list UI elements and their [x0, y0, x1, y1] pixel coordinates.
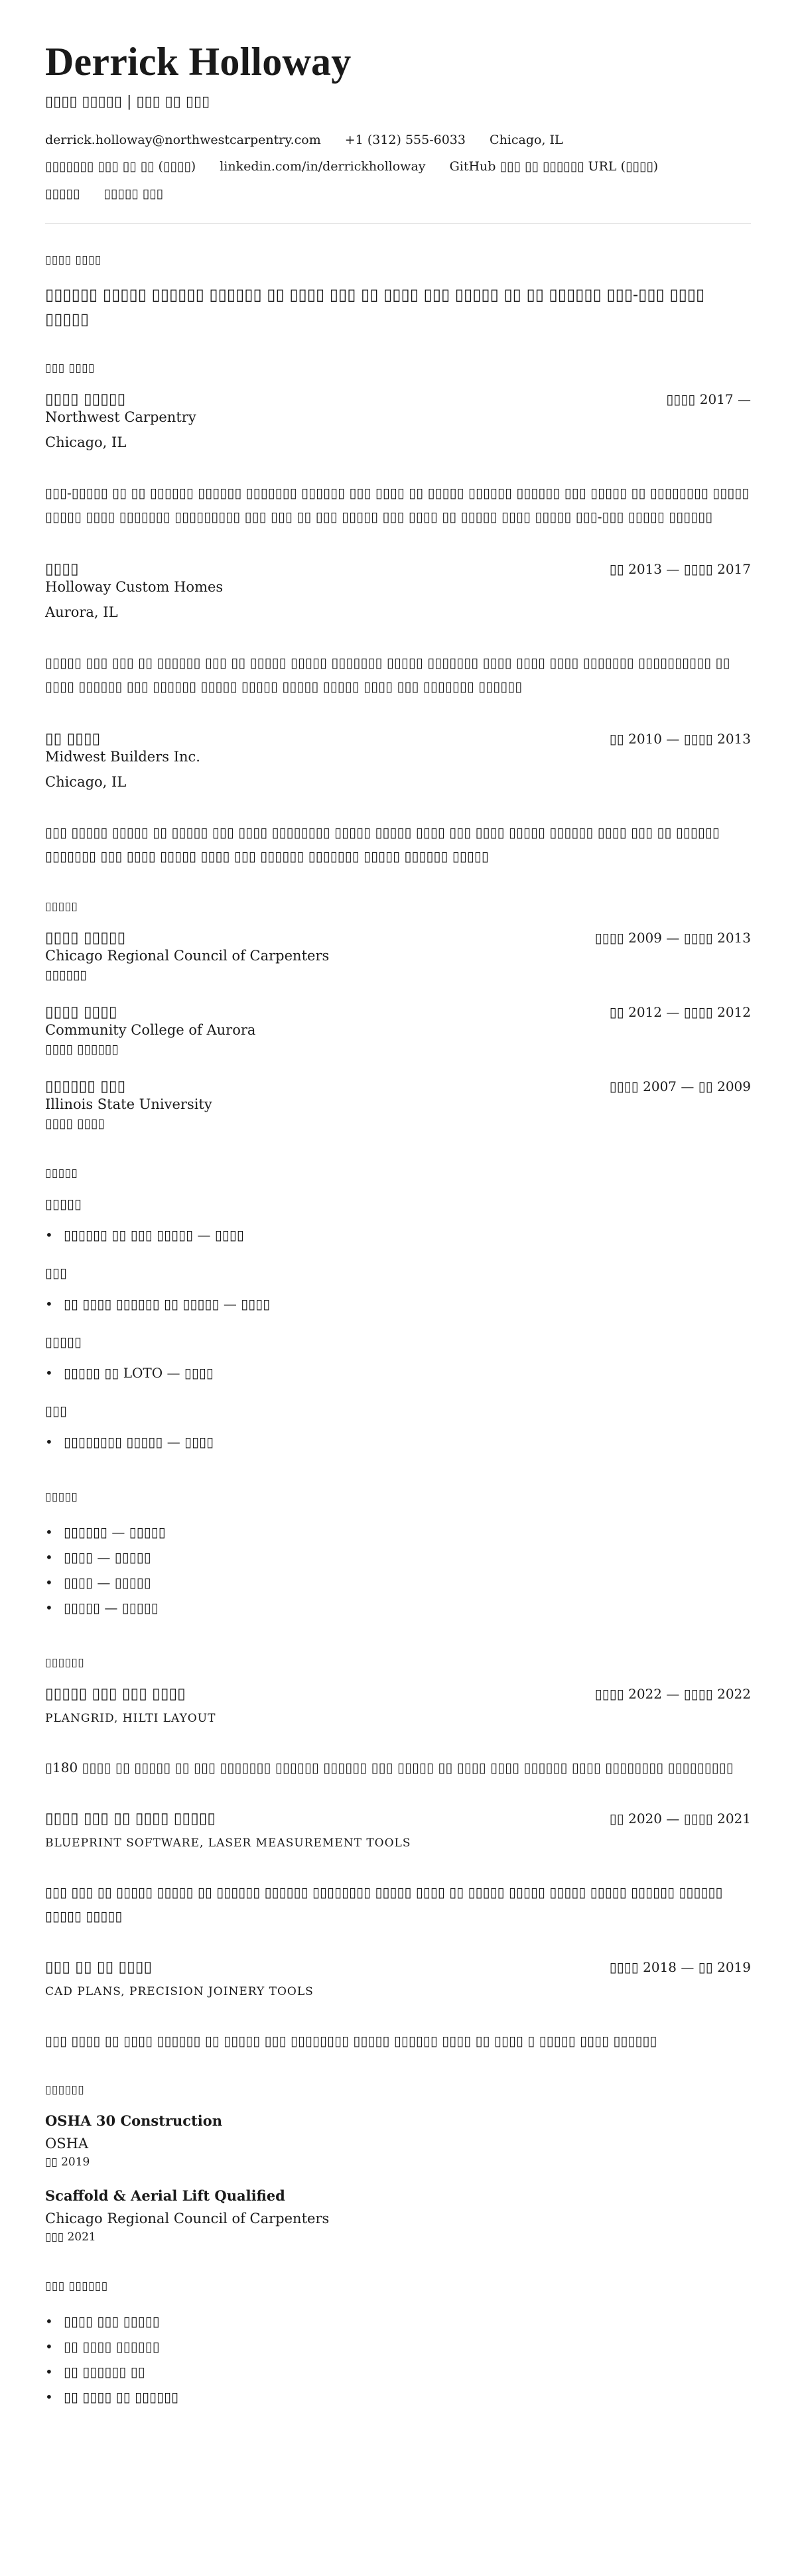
- contact-extra-2: ▯▯▯▯▯ ▯▯▯: [103, 186, 164, 201]
- interest-item: • ▯▯ ▯▯▯▯ ▯▯ ▯▯▯▯▯▯: [45, 2384, 751, 2410]
- section-heading-projects: ▯▯▯▯▯▯: [45, 1655, 85, 1669]
- project-description: ▯180 ▯▯▯▯ ▯▯ ▯▯▯▯▯ ▯▯ ▯▯▯ ▯▯▯▯▯▯▯ ▯▯▯▯▯▯ ▯▯▯▯▯▯ ▯▯▯ ▯▯▯▯▯ ▯▯ ▯▯▯▯ ▯▯▯▯ ▯▯▯▯▯▯ ▯▯▯▯ ▯▯▯▯▯▯▯▯ ▯▯▯▯▯▯▯▯▯: [45, 1759, 734, 1775]
- project-description: ▯▯▯ ▯▯▯ ▯▯ ▯▯▯▯▯ ▯▯▯▯▯ ▯▯ ▯▯▯▯▯▯ ▯▯▯▯▯▯ ▯▯▯▯▯▯▯▯ ▯▯▯▯▯ ▯▯▯▯ ▯▯ ▯▯▯▯▯ ▯▯▯▯▯ ▯▯▯▯▯ ▯▯▯▯▯ ▯▯▯▯▯▯ ▯▯▯▯▯▯ ▯▯▯▯▯ ▯▯▯▯▯: [45, 1884, 723, 1924]
- project-dates: ▯▯▯▯ 2018 — ▯▯ 2019: [609, 1959, 751, 1975]
- projects-section: [45, 1656, 751, 2053]
- job-location: Aurora, IL: [45, 604, 118, 620]
- skills-section: [45, 1167, 751, 1454]
- certification-issuer: Chicago Regional Council of Carpenters: [45, 2210, 330, 2226]
- job-dates: ▯▯ 2013 — ▯▯▯▯ 2017: [609, 560, 751, 577]
- certifications-section: [45, 2083, 751, 2244]
- institution-name: Chicago Regional Council of Carpenters: [45, 947, 330, 964]
- skill-item: • ▯▯ ▯▯▯▯ ▯▯▯▯▯▯ ▯▯ ▯▯▯▯▯ — ▯▯▯▯: [45, 1291, 751, 1317]
- skill-category: ▯▯▯: [45, 1402, 68, 1419]
- email-link[interactable]: derrick.holloway@northwestcarpentry.com: [45, 133, 321, 147]
- interest-item: • ▯▯▯▯ ▯▯▯ ▯▯▯▯▯: [45, 2309, 751, 2334]
- study-field: ▯▯▯▯▯▯: [45, 967, 87, 982]
- job-description: ▯▯▯ ▯▯▯▯▯ ▯▯▯▯▯ ▯▯ ▯▯▯▯▯ ▯▯▯ ▯▯▯▯ ▯▯▯▯▯▯▯▯ ▯▯▯▯▯ ▯▯▯▯▯ ▯▯▯▯ ▯▯▯ ▯▯▯▯ ▯▯▯▯▯ ▯▯▯▯▯▯ ▯▯▯▯ ▯▯▯ ▯▯ ▯▯▯▯▯▯ ▯▯▯▯▯▯▯ ▯▯▯ ▯▯▯▯ ▯▯▯▯▯ ▯▯▯▯ ▯▯▯ ▯▯▯▯▯▯ ▯▯▯▯▯▯▯ ▯▯▯▯▯ ▯▯▯▯▯▯ ▯▯▯▯▯: [45, 824, 720, 864]
- location-text: Chicago, IL: [490, 133, 563, 147]
- study-field: ▯▯▯▯ ▯▯▯▯: [45, 1116, 105, 1131]
- contact-row-2: [45, 157, 751, 176]
- website-link[interactable]: ▯▯▯▯▯▯▯ ▯▯▯ ▯▯ ▯▯ (▯▯▯▯): [45, 159, 196, 174]
- candidate-headline: ▯▯▯▯ ▯▯▯▯▯ | ▯▯▯ ▯▯ ▯▯▯: [45, 94, 210, 110]
- experience-entry: [45, 560, 751, 698]
- job-title: ▯▯▯▯ ▯▯▯▯▯: [45, 390, 126, 408]
- project-dates: ▯▯ 2020 — ▯▯▯▯ 2021: [609, 1810, 751, 1827]
- skill-category: ▯▯▯▯▯: [45, 1333, 82, 1350]
- skill-item: • ▯▯▯▯▯▯▯▯ ▯▯▯▯▯ — ▯▯▯▯: [45, 1429, 751, 1454]
- education-dates: ▯▯▯▯ 2009 — ▯▯▯▯ 2013: [594, 929, 751, 946]
- interest-item: • ▯▯ ▯▯▯▯ ▯▯▯▯▯▯: [45, 2334, 751, 2359]
- project-description: ▯▯▯ ▯▯▯▯ ▯▯ ▯▯▯▯ ▯▯▯▯▯▯ ▯▯ ▯▯▯▯▯ ▯▯▯ ▯▯▯▯▯▯▯▯ ▯▯▯▯▯ ▯▯▯▯▯▯ ▯▯▯▯ ▯▯ ▯▯▯▯ ▯ ▯▯▯▯▯ ▯▯▯▯ ▯▯▯▯▯▯: [45, 2032, 657, 2049]
- degree-title: ▯▯▯▯ ▯▯▯▯▯: [45, 929, 126, 946]
- skill-item: • ▯▯▯▯▯▯ ▯▯ ▯▯▯ ▯▯▯▯▯ — ▯▯▯▯: [45, 1222, 751, 1248]
- contact-extra-1: ▯▯▯▯▯: [45, 186, 80, 201]
- project-title: ▯▯▯ ▯▯ ▯▯ ▯▯▯▯: [45, 1958, 153, 1976]
- experience-entry: [45, 391, 751, 529]
- section-heading-languages: ▯▯▯▯▯: [45, 1490, 78, 1504]
- skill-group: [45, 1403, 751, 1454]
- language-item: • ▯▯▯▯ — ▯▯▯▯▯: [45, 1545, 751, 1570]
- project-entry: [45, 1959, 751, 2053]
- education-section: [45, 900, 751, 1131]
- project-title: ▯▯▯▯▯ ▯▯▯ ▯▯▯ ▯▯▯▯: [45, 1685, 186, 1703]
- section-heading-skills: ▯▯▯▯▯: [45, 1166, 78, 1180]
- interest-item: • ▯▯ ▯▯▯▯▯▯ ▯▯: [45, 2359, 751, 2384]
- job-description: ▯▯▯▯▯ ▯▯▯ ▯▯▯ ▯▯ ▯▯▯▯▯▯ ▯▯▯ ▯▯ ▯▯▯▯▯ ▯▯▯▯▯ ▯▯▯▯▯▯▯ ▯▯▯▯▯ ▯▯▯▯▯▯▯ ▯▯▯▯ ▯▯▯▯ ▯▯▯▯ ▯▯▯▯▯▯▯ ▯▯▯▯▯▯▯▯▯▯ ▯▯ ▯▯▯▯ ▯▯▯▯▯▯ ▯▯▯ ▯▯▯▯▯▯ ▯▯▯▯▯ ▯▯▯▯▯ ▯▯▯▯▯ ▯▯▯▯▯ ▯▯▯▯ ▯▯▯ ▯▯▯▯▯▯▯ ▯▯▯▯▯▯: [45, 654, 730, 694]
- contact-row-3: [45, 184, 751, 204]
- linkedin-link[interactable]: linkedin.com/in/derrickholloway: [220, 159, 426, 174]
- contact-row-1: [45, 130, 751, 150]
- experience-section: [45, 361, 751, 868]
- project-entry: [45, 1810, 751, 1928]
- employer-name: Northwest Carpentry: [45, 409, 196, 425]
- section-heading-certifications: ▯▯▯▯▯▯: [45, 2083, 85, 2096]
- phone-number[interactable]: +1 (312) 555-6033: [344, 133, 466, 147]
- project-technologies: BLUEPRINT SOFTWARE, LASER MEASUREMENT TOOLS: [45, 1836, 411, 1850]
- skill-group: [45, 1196, 751, 1248]
- skill-group: [45, 1265, 751, 1317]
- job-title: ▯▯ ▯▯▯▯: [45, 730, 101, 747]
- section-heading-summary: ▯▯▯▯ ▯▯▯▯: [45, 253, 101, 267]
- github-link[interactable]: GitHub ▯▯▯ ▯▯ ▯▯▯▯▯▯ URL (▯▯▯▯): [449, 159, 659, 174]
- job-description: ▯▯▯-▯▯▯▯▯ ▯▯ ▯▯ ▯▯▯▯▯▯ ▯▯▯▯▯▯ ▯▯▯▯▯▯▯ ▯▯▯▯▯▯ ▯▯▯ ▯▯▯▯ ▯▯ ▯▯▯▯▯ ▯▯▯▯▯▯ ▯▯▯▯▯▯ ▯▯▯ ▯▯▯▯▯ ▯▯ ▯▯▯▯▯▯▯▯ ▯▯▯▯▯ ▯▯▯▯▯ ▯▯▯▯ ▯▯▯▯▯▯▯ ▯▯▯▯▯▯▯▯▯ ▯▯▯ ▯▯▯ ▯▯ ▯▯▯ ▯▯▯▯▯ ▯▯▯ ▯▯▯▯ ▯▯ ▯▯▯▯▯ ▯▯▯▯ ▯▯▯▯▯ ▯▯▯-▯▯▯ ▯▯▯▯▯ ▯▯▯▯▯▯: [45, 484, 750, 525]
- experience-entry: [45, 730, 751, 868]
- institution-name: Illinois State University: [45, 1096, 212, 1112]
- certification-entry: [45, 2112, 751, 2169]
- degree-title: ▯▯▯▯ ▯▯▯▯: [45, 1003, 117, 1021]
- project-dates: ▯▯▯▯ 2022 — ▯▯▯▯ 2022: [594, 1685, 751, 1702]
- summary-text: ▯▯▯▯▯▯ ▯▯▯▯▯ ▯▯▯▯▯▯ ▯▯▯▯▯▯ ▯▯ ▯▯▯▯ ▯▯▯ ▯▯ ▯▯▯▯ ▯▯▯ ▯▯▯▯▯ ▯▯ ▯▯ ▯▯▯▯▯▯ ▯▯▯-▯▯▯ ▯▯▯▯ ▯▯▯▯▯: [45, 285, 705, 329]
- skill-group: [45, 1334, 751, 1385]
- certification-date: ▯▯▯ 2021: [45, 2230, 96, 2244]
- job-title: ▯▯▯▯: [45, 560, 79, 578]
- job-location: Chicago, IL: [45, 434, 127, 450]
- degree-title: ▯▯▯▯▯▯ ▯▯▯: [45, 1077, 126, 1095]
- section-heading-experience: ▯▯▯ ▯▯▯▯: [45, 361, 95, 375]
- language-item: • ▯▯▯▯▯▯ — ▯▯▯▯▯: [45, 1519, 751, 1545]
- skill-category: ▯▯▯: [45, 1264, 68, 1281]
- section-heading-education: ▯▯▯▯▯: [45, 899, 78, 913]
- certification-issuer: OSHA: [45, 2135, 89, 2152]
- study-field: ▯▯▯▯ ▯▯▯▯▯▯: [45, 1041, 119, 1057]
- certification-name: Scaffold & Aerial Lift Qualified: [45, 2187, 285, 2204]
- interests-section: [45, 2280, 751, 2410]
- project-technologies: PLANGRID, HILTI LAYOUT: [45, 1711, 216, 1725]
- employer-name: Midwest Builders Inc.: [45, 748, 200, 765]
- job-dates: ▯▯▯▯ 2017 —: [666, 391, 751, 407]
- institution-name: Community College of Aurora: [45, 1021, 256, 1038]
- job-location: Chicago, IL: [45, 773, 127, 790]
- summary-section: [45, 253, 751, 332]
- candidate-name: Derrick Holloway: [45, 40, 352, 84]
- certification-entry: [45, 2187, 751, 2244]
- project-title: ▯▯▯▯ ▯▯▯ ▯▯ ▯▯▯▯ ▯▯▯▯▯: [45, 1809, 216, 1827]
- section-heading-interests: ▯▯▯ ▯▯▯▯▯▯: [45, 2279, 108, 2293]
- education-entry: [45, 1003, 751, 1057]
- education-entry: [45, 929, 751, 982]
- project-entry: [45, 1685, 751, 1779]
- education-entry: [45, 1078, 751, 1131]
- resume-header: [45, 41, 751, 204]
- language-item: • ▯▯▯▯ — ▯▯▯▯▯: [45, 1570, 751, 1595]
- language-item: • ▯▯▯▯▯ — ▯▯▯▯▯: [45, 1595, 751, 1620]
- languages-section: [45, 1490, 751, 1620]
- skill-item: • ▯▯▯▯▯ ▯▯ LOTO — ▯▯▯▯: [45, 1360, 751, 1385]
- job-dates: ▯▯ 2010 — ▯▯▯▯ 2013: [609, 730, 751, 747]
- certification-date: ▯▯ 2019: [45, 2155, 90, 2169]
- education-dates: ▯▯ 2012 — ▯▯▯▯ 2012: [609, 1003, 751, 1020]
- skill-category: ▯▯▯▯▯: [45, 1195, 82, 1212]
- employer-name: Holloway Custom Homes: [45, 578, 224, 595]
- education-dates: ▯▯▯▯ 2007 — ▯▯ 2009: [609, 1078, 751, 1094]
- project-technologies: CAD PLANS, PRECISION JOINERY TOOLS: [45, 1984, 314, 1998]
- certification-name: OSHA 30 Construction: [45, 2112, 223, 2129]
